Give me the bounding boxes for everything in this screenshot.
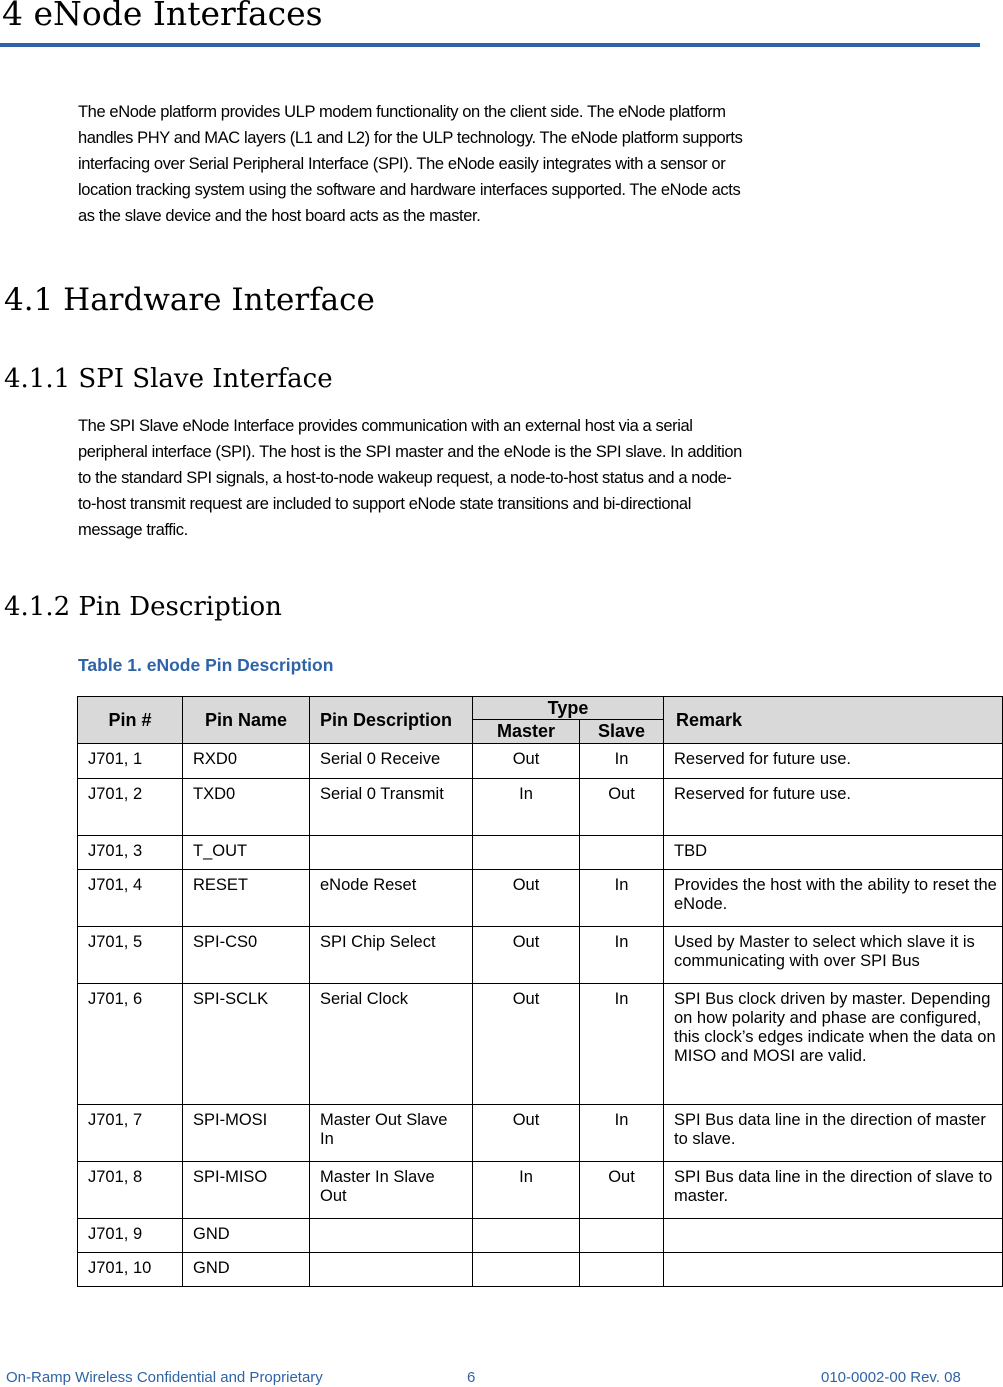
cell-slave bbox=[580, 1253, 664, 1287]
cell-pin: J701, 1 bbox=[78, 744, 183, 779]
cell-name: SPI-MISO bbox=[183, 1162, 310, 1219]
pin-heading: 4.1.2 Pin Description bbox=[4, 592, 282, 622]
cell-master: Out bbox=[473, 870, 580, 927]
cell-desc: Serial 0 Transmit bbox=[310, 779, 473, 836]
cell-slave: Out bbox=[580, 779, 664, 836]
cell-remark: Reserved for future use. bbox=[664, 779, 1003, 836]
spi-heading: 4.1.1 SPI Slave Interface bbox=[4, 364, 333, 394]
table-row bbox=[78, 984, 1003, 1105]
table-row bbox=[78, 1219, 1003, 1253]
footer-confidential: On-Ramp Wireless Confidential and Proprietary bbox=[6, 1369, 323, 1386]
heading-rule bbox=[0, 43, 980, 47]
cell-pin: J701, 9 bbox=[78, 1219, 183, 1253]
intro-paragraph bbox=[78, 99, 978, 229]
cell-desc: Serial Clock bbox=[310, 984, 473, 1105]
cell-name: T_OUT bbox=[183, 836, 310, 870]
cell-name: GND bbox=[183, 1219, 310, 1253]
cell-master: Out bbox=[473, 1105, 580, 1162]
subsection-heading: 4.1 Hardware Interface bbox=[4, 282, 375, 318]
cell-master: Out bbox=[473, 984, 580, 1105]
cell-slave bbox=[580, 836, 664, 870]
cell-pin: J701, 7 bbox=[78, 1105, 183, 1162]
cell-slave bbox=[580, 1219, 664, 1253]
spi-paragraph bbox=[78, 413, 978, 543]
table-caption: Table 1. eNode Pin Description bbox=[78, 655, 334, 675]
cell-desc: SPI Chip Select bbox=[310, 927, 473, 984]
header-slave: Slave bbox=[580, 720, 664, 744]
cell-remark: Provides the host with the ability to reset the eNode. bbox=[664, 870, 1003, 927]
cell-master: In bbox=[473, 779, 580, 836]
footer-doc-number: 010-0002-00 Rev. 08 bbox=[821, 1369, 961, 1386]
cell-desc bbox=[310, 1219, 473, 1253]
cell-remark: Reserved for future use. bbox=[664, 744, 1003, 779]
cell-slave: In bbox=[580, 744, 664, 779]
header-remark: Remark bbox=[664, 697, 1003, 744]
cell-remark: SPI Bus clock driven by master. Depending on how polarity and phase are configured, this clock’s edges indicate when the data on MISO and MOSI are valid. bbox=[664, 984, 1003, 1105]
intro-line: location tracking system using the software and hardware interfaces supported. The eNode acts bbox=[78, 181, 741, 199]
intro-line: interfacing over Serial Peripheral Interface (SPI). The eNode easily integrates with a sensor or bbox=[78, 155, 726, 173]
cell-master: Out bbox=[473, 927, 580, 984]
table-row bbox=[78, 927, 1003, 984]
cell-slave: In bbox=[580, 870, 664, 927]
spi-line: to-host transmit request are included to support eNode state transitions and bi-directional bbox=[78, 495, 691, 513]
cell-pin: J701, 5 bbox=[78, 927, 183, 984]
pin-table bbox=[77, 696, 1003, 1287]
cell-slave: Out bbox=[580, 1162, 664, 1219]
cell-remark: TBD bbox=[664, 836, 1003, 870]
cell-master bbox=[473, 1219, 580, 1253]
table-row bbox=[78, 1162, 1003, 1219]
cell-name: SPI-MOSI bbox=[183, 1105, 310, 1162]
cell-name: RXD0 bbox=[183, 744, 310, 779]
cell-pin: J701, 2 bbox=[78, 779, 183, 836]
intro-line: handles PHY and MAC layers (L1 and L2) for the ULP technology. The eNode platform supports bbox=[78, 129, 743, 147]
table-row bbox=[78, 1253, 1003, 1287]
header-pin-number: Pin # bbox=[78, 697, 183, 744]
cell-desc bbox=[310, 836, 473, 870]
spi-line: peripheral interface (SPI). The host is the SPI master and the eNode is the SPI slave. In addition bbox=[78, 443, 742, 461]
cell-desc: Master In Slave Out bbox=[310, 1162, 473, 1219]
cell-pin: J701, 8 bbox=[78, 1162, 183, 1219]
cell-name: GND bbox=[183, 1253, 310, 1287]
cell-remark bbox=[664, 1219, 1003, 1253]
spi-line: to the standard SPI signals, a host-to-node wakeup request, a node-to-host status and a node- bbox=[78, 469, 732, 487]
header-type: Type bbox=[473, 697, 664, 720]
header-pin-name: Pin Name bbox=[183, 697, 310, 744]
section-heading: 4 eNode Interfaces bbox=[2, 0, 323, 33]
cell-slave: In bbox=[580, 927, 664, 984]
intro-line: The eNode platform provides ULP modem functionality on the client side. The eNode platform bbox=[78, 103, 726, 121]
cell-slave: In bbox=[580, 1105, 664, 1162]
cell-name: SPI-SCLK bbox=[183, 984, 310, 1105]
spi-line: The SPI Slave eNode Interface provides communication with an external host via a serial bbox=[78, 417, 693, 435]
cell-remark bbox=[664, 1253, 1003, 1287]
cell-name: RESET bbox=[183, 870, 310, 927]
cell-pin: J701, 4 bbox=[78, 870, 183, 927]
cell-remark: SPI Bus data line in the direction of slave to master. bbox=[664, 1162, 1003, 1219]
cell-master bbox=[473, 1253, 580, 1287]
cell-master: Out bbox=[473, 744, 580, 779]
cell-master bbox=[473, 836, 580, 870]
spi-line: message traffic. bbox=[78, 521, 188, 539]
table-row bbox=[78, 779, 1003, 836]
cell-desc: eNode Reset bbox=[310, 870, 473, 927]
cell-pin: J701, 3 bbox=[78, 836, 183, 870]
header-pin-description: Pin Description bbox=[310, 697, 473, 744]
cell-pin: J701, 10 bbox=[78, 1253, 183, 1287]
table-row bbox=[78, 1105, 1003, 1162]
cell-slave: In bbox=[580, 984, 664, 1105]
cell-desc bbox=[310, 1253, 473, 1287]
cell-master: In bbox=[473, 1162, 580, 1219]
table-row bbox=[78, 836, 1003, 870]
cell-pin: J701, 6 bbox=[78, 984, 183, 1105]
footer-page-number: 6 bbox=[467, 1369, 476, 1386]
table-row bbox=[78, 870, 1003, 927]
header-master: Master bbox=[473, 720, 580, 744]
cell-desc: Master Out Slave In bbox=[310, 1105, 473, 1162]
cell-name: TXD0 bbox=[183, 779, 310, 836]
cell-remark: SPI Bus data line in the direction of master to slave. bbox=[664, 1105, 1003, 1162]
cell-remark: Used by Master to select which slave it is communicating with over SPI Bus bbox=[664, 927, 1003, 984]
cell-desc: Serial 0 Receive bbox=[310, 744, 473, 779]
intro-line: as the slave device and the host board acts as the master. bbox=[78, 207, 481, 225]
table-row bbox=[78, 744, 1003, 779]
cell-name: SPI-CS0 bbox=[183, 927, 310, 984]
